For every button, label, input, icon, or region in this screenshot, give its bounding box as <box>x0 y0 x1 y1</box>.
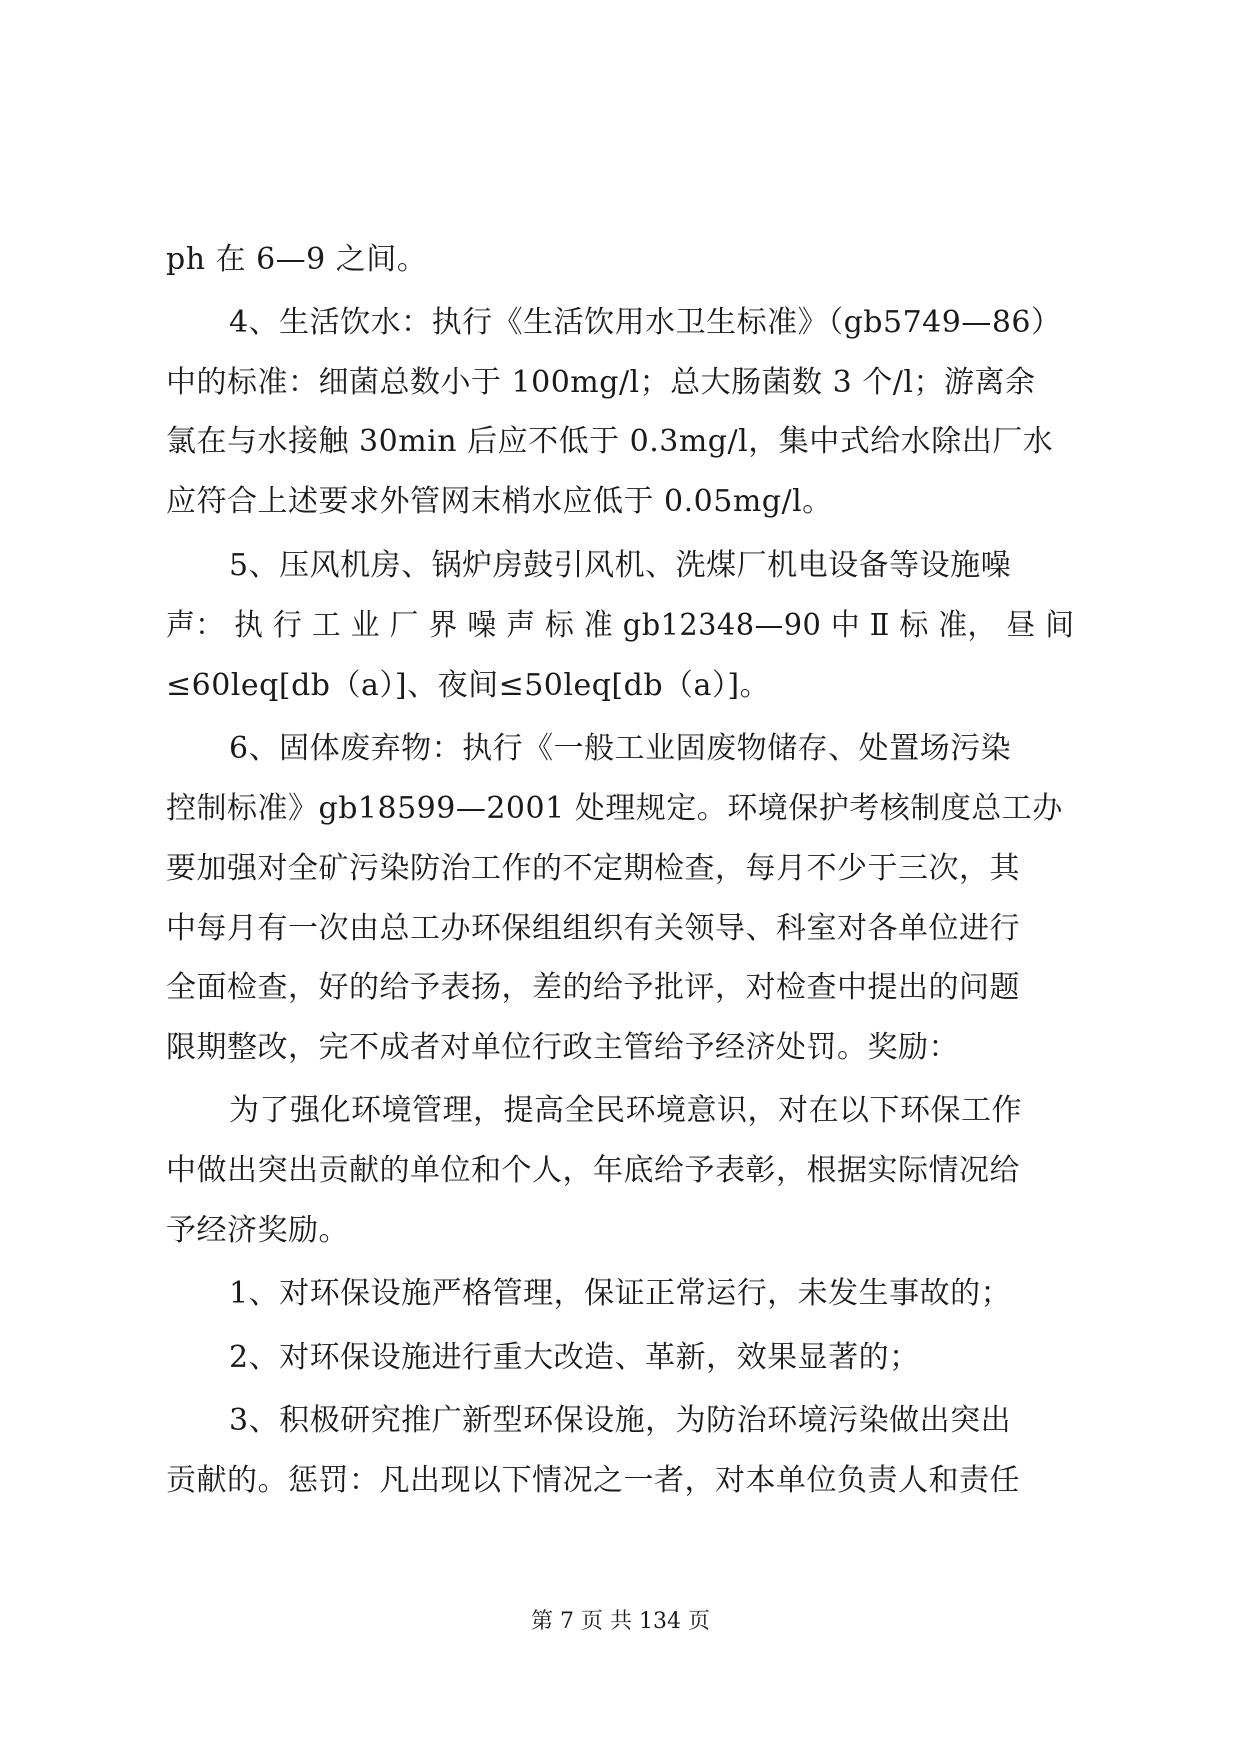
text-line: 6、固体废弃物：执行《一般工业固废物储存、处置场污染 <box>229 731 1012 766</box>
text-line: 氯在与水接触 30min 后应不低于 0.3mg/l，集中式给水除出厂水 <box>166 424 1054 459</box>
text-line: 声： 执 行 工 业 厂 界 噪 声 标 准 gb12348—90 中 Ⅱ 标 准， 昼 间 <box>166 608 1075 643</box>
page-number-footer: 第 7 页 共 134 页 <box>531 1609 710 1634</box>
text-line: 3、积极研究推广新型环保设施，为防治环境污染做出突出 <box>229 1403 1012 1438</box>
text-line: ph 在 6—9 之间。 <box>166 242 428 277</box>
text-line: 2、对环保设施进行重大改造、革新，效果显著的； <box>229 1340 920 1375</box>
text-line: 中每月有一次由总工办环保组组织有关领导、科室对各单位进行 <box>166 911 1020 946</box>
text-line: 控制标准》gb18599—2001 处理规定。环境保护考核制度总工办 <box>166 791 1063 826</box>
text-line: 中做出突出贡献的单位和个人，年底给予表彰，根据实际情况给 <box>166 1153 1020 1188</box>
text-line: 4、生活饮水：执行《生活饮用水卫生标准》（gb5749—86） <box>229 305 1062 340</box>
text-line: 中的标准：细菌总数小于 100mg/l；总大肠菌数 3 个/l；游离余 <box>166 365 1036 400</box>
text-line: 为了强化环境管理，提高全民环境意识，对在以下环保工作 <box>229 1093 1022 1128</box>
text-line: 5、压风机房、锅炉房鼓引风机、洗煤厂机电设备等设施噪 <box>229 548 1012 583</box>
text-line: 限期整改，完不成者对单位行政主管给予经济处罚。奖励： <box>166 1030 959 1065</box>
text-line: 1、对环保设施严格管理，保证正常运行，未发生事故的； <box>229 1276 1012 1311</box>
text-line: 要加强对全矿污染防治工作的不定期检查，每月不少于三次，其 <box>166 851 1020 886</box>
text-line: 应符合上述要求外管网末梢水应低于 0.05mg/l。 <box>166 484 833 519</box>
text-line: 予经济奖励。 <box>166 1213 349 1248</box>
text-line: 贡献的。惩罚：凡出现以下情况之一者，对本单位负责人和责任 <box>166 1463 1020 1498</box>
text-line: ≤60leq[db（a）]、夜间≤50leq[db（a）]。 <box>166 668 771 703</box>
text-line: 全面检查，好的给予表扬，差的给予批评，对检查中提出的问题 <box>166 970 1020 1005</box>
